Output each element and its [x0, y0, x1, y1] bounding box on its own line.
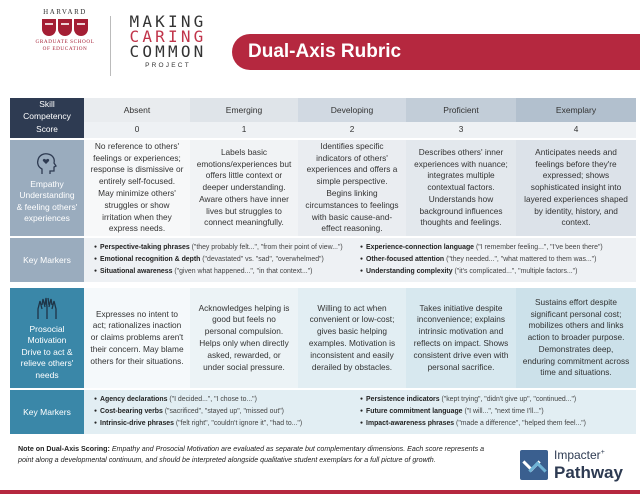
key-markers-label: Key Markers: [10, 390, 84, 434]
key-marker-item: ● Emotional recognition & depth ("devastated" vs. "sad", "overwhelmed"): [94, 254, 360, 266]
page-header: [0, 0, 640, 96]
key-markers-right-column: [360, 242, 626, 278]
empathy-emerging-cell: Labels basic emotions/experiences but offers little context or deeper understanding. Aware others have inner lives but struggles to connect meaningfully.: [190, 140, 298, 236]
logo-word-impacter: Impacter+: [554, 448, 605, 462]
key-marker-item: ● Perspective-taking phrases ("they probably felt...", "from their point of view..."): [94, 242, 360, 254]
level-header: Exemplary: [516, 98, 636, 122]
empathy-dimension-cell: [10, 140, 84, 236]
harvard-shield-icon: [30, 19, 100, 36]
motivation-absent-cell: Expresses no intent to act; rationalizes inaction or claims problems aren't their concern. May blame others for their situations.: [84, 288, 190, 388]
page-title: Dual-Axis Rubric: [248, 41, 402, 62]
logo-word-pathway: Pathway: [554, 463, 623, 482]
empathy-subtitle: Understanding & feeling others' experiences: [16, 190, 78, 223]
level-header: Proficient: [406, 98, 516, 122]
score-value: 0: [84, 122, 190, 138]
key-marker-item: ● Agency declarations ("I decided...", "I chose to..."): [94, 394, 360, 406]
impacter-pathway-logo: [520, 446, 632, 486]
motivation-title: Prosocial Motivation: [27, 323, 67, 346]
motivation-emerging-cell: Acknowledges helping is good but feels no personal compulsion. Helps only when directly asked, rewarded, or under social pressure.: [190, 288, 298, 388]
empathy-absent-cell: No reference to others' feelings or experiences; response is dismissive or entirely self-focused. May minimize others' struggles or show irritation when they express needs.: [84, 140, 190, 236]
harvard-gse-logo: [30, 8, 100, 53]
key-markers-left-column: [94, 394, 360, 430]
motivation-key-markers-row: [10, 390, 636, 434]
empathy-row: [10, 140, 636, 236]
harvard-wordmark: HARVARD: [43, 8, 87, 16]
empathy-proficient-cell: Describes others' inner experiences with nuance; integrates multiple contextual factors. Understands how background influences thoughts and feelings.: [406, 140, 516, 236]
school-name-line-1: GRADUATE SCHOOL: [35, 39, 95, 45]
score-value: 4: [516, 122, 636, 138]
level-header: Emerging: [190, 98, 298, 122]
bottom-accent-bar: [0, 490, 640, 494]
key-markers-body: [84, 238, 636, 282]
score-value: 3: [406, 122, 516, 138]
logo-divider: [110, 16, 111, 76]
motivation-exemplary-cell: Sustains effort despite significant personal cost; mobilizes others and links action to broader purpose. Demonstrates deep, enduring commitment across time and situations.: [516, 288, 636, 388]
empathy-exemplary-cell: Anticipates needs and feelings before they're expressed; shows sophisticated insight into layered experiences shaped by identity, history, and context.: [516, 140, 636, 236]
level-header: Absent: [84, 98, 190, 122]
key-marker-item: ● Other-focused attention ("they needed...", "what mattered to them was..."): [360, 254, 626, 266]
score-row: [10, 122, 636, 138]
note-text: Empathy and Prosocial Motivation are evaluated as separate but complementary dimensions. Each score represents a point along a developmental continuum, and should be interpreted alongside qualitative student exemplars for a full picture of growth.: [18, 445, 485, 464]
score-label: Score: [10, 122, 84, 138]
level-header-row: [10, 98, 636, 122]
level-header: Developing: [298, 98, 406, 122]
corner-label: Skill Competency: [10, 98, 84, 122]
key-marker-item: ● Understanding complexity ("it's complicated...", "multiple factors..."): [360, 266, 626, 278]
key-marker-item: ● Persistence indicators ("kept trying", "didn't give up", "continued..."): [360, 394, 626, 406]
key-marker-item: ● Future commitment language ("I will...", "next time I'll..."): [360, 406, 626, 418]
key-marker-item: ● Impact-awareness phrases ("made a difference", "helped them feel..."): [360, 418, 626, 430]
motivation-dimension-cell: [10, 288, 84, 388]
impacter-pathway-mark-icon: [520, 450, 548, 480]
key-marker-item: ● Situational awareness ("given what happened...", "in that context..."): [94, 266, 360, 278]
motivation-row: [10, 288, 636, 388]
key-markers-right-column: [360, 394, 626, 430]
motivation-proficient-cell: Takes initiative despite inconvenience; explains intrinsic motivation and reflects on impact. Shows consistent drive even with personal sacrifice.: [406, 288, 516, 388]
mcc-word-caring: CARING: [129, 27, 207, 47]
scoring-note: [18, 444, 488, 465]
rubric-table: [10, 98, 636, 438]
head-heart-icon: [34, 152, 60, 176]
mcc-word-common: COMMON: [129, 42, 207, 62]
empathy-title: Empathy: [30, 178, 64, 189]
empathy-developing-cell: Identifies specific indicators of others' experiences and offers a simple perspective. Begins linking circumstances to feelings with basic cause-and-effect reasoning.: [298, 140, 406, 236]
motivation-subtitle: Drive to act & relieve others' needs: [20, 346, 74, 380]
key-marker-item: ● Experience-connection language ("I remember feeling...", "I've been there"): [360, 242, 626, 254]
making-caring-common-logo: [118, 14, 218, 69]
key-markers-label: Key Markers: [10, 238, 84, 282]
school-name-line-2: OF EDUCATION: [42, 46, 88, 53]
key-markers-left-column: [94, 242, 360, 278]
score-value: 1: [190, 122, 298, 138]
score-value: 2: [298, 122, 406, 138]
note-label: Note on Dual-Axis Scoring:: [18, 445, 110, 453]
mcc-word-project: PROJECT: [145, 61, 191, 69]
key-markers-body: [84, 390, 636, 434]
mcc-word-making: MAKING: [129, 12, 207, 31]
raised-hands-icon: [34, 295, 60, 321]
title-banner: [232, 34, 640, 70]
empathy-key-markers-row: [10, 238, 636, 282]
key-marker-item: ● Cost-bearing verbs ("sacrificed", "stayed up", "missed out"): [94, 406, 360, 418]
motivation-developing-cell: Willing to act when convenient or low-cost; gives basic helping examples. Motivation is inconsistent and easily derailed by obstacles.: [298, 288, 406, 388]
key-marker-item: ● Intrinsic-drive phrases ("felt right", "couldn't ignore it", "had to..."): [94, 418, 360, 430]
